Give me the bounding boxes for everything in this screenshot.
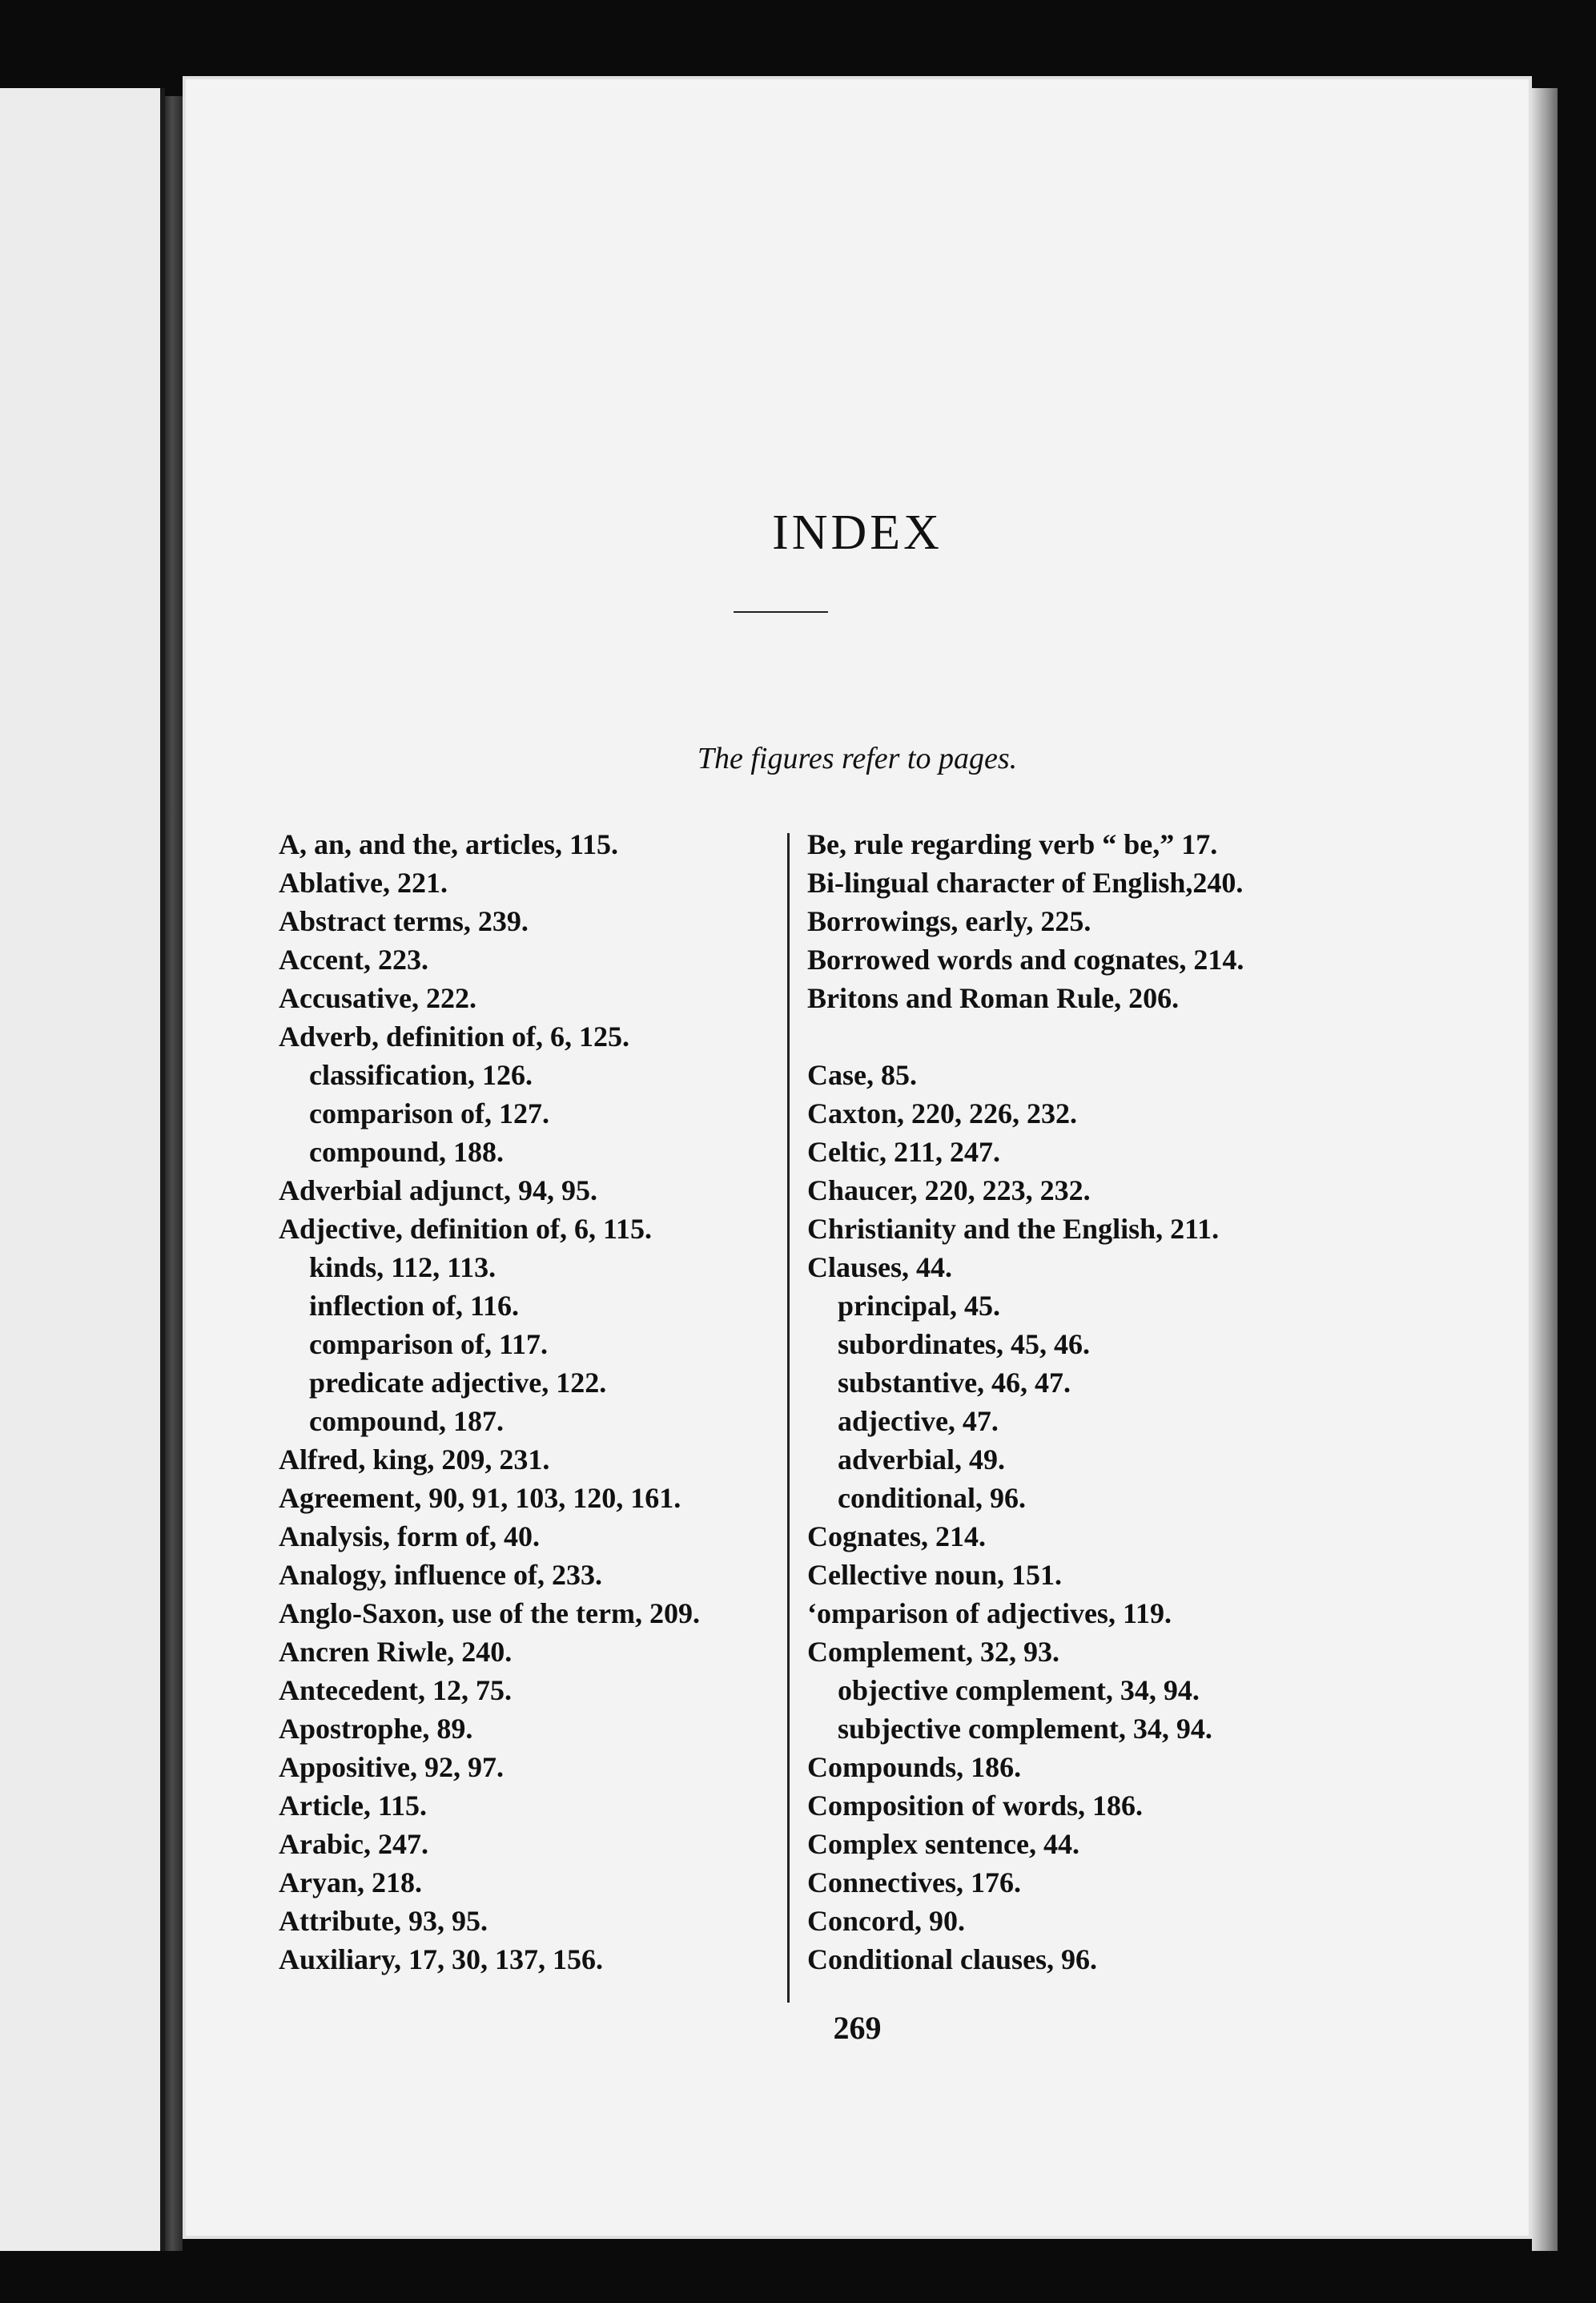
index-entry: Composition of words, 186. xyxy=(807,1790,1144,1822)
index-entry: Antecedent, 12, 75. xyxy=(279,1674,512,1706)
index-subentry: comparison of, 127. xyxy=(309,1097,549,1129)
index-entry: Ablative, 221. xyxy=(279,867,448,899)
index-entry: Accent, 223. xyxy=(279,944,428,976)
index-entry: Case, 85. xyxy=(807,1059,917,1091)
page-title: INDEX xyxy=(772,505,943,560)
index-gap xyxy=(807,1017,1464,1056)
index-entry: Cellective noun, 151. xyxy=(807,1559,1062,1591)
index-entry: Article, 115. xyxy=(279,1790,427,1822)
book-binding xyxy=(165,96,183,2251)
index-page xyxy=(183,76,1532,2239)
page-number: 269 xyxy=(833,2010,882,2046)
index-entry: Adjective, definition of, 6, 115. xyxy=(279,1213,652,1245)
index-entry: Christianity and the English, 211. xyxy=(807,1213,1220,1245)
index-subentry: objective complement, 34, 94. xyxy=(838,1674,1200,1706)
index-subentry: subjective complement, 34, 94. xyxy=(838,1713,1212,1745)
index-entry: Auxiliary, 17, 30, 137, 156. xyxy=(279,1943,604,1975)
index-entry: Borrowed words and cognates, 214. xyxy=(807,944,1244,976)
index-entry: Apostrophe, 89. xyxy=(279,1713,473,1745)
title-rule xyxy=(734,611,828,613)
facing-page-edge xyxy=(0,88,165,2251)
index-subentry: adjective, 47. xyxy=(838,1405,999,1437)
index-entry: Conditional clauses, 96. xyxy=(807,1943,1098,1975)
index-entry: Abstract terms, 239. xyxy=(279,905,529,937)
index-entry: Alfred, king, 209, 231. xyxy=(279,1443,550,1476)
index-entry: Adverbial adjunct, 94, 95. xyxy=(279,1174,598,1206)
index-entry: Caxton, 220, 226, 232. xyxy=(807,1097,1078,1129)
page-subtitle: The figures refer to pages. xyxy=(697,742,1018,775)
index-subentry: principal, 45. xyxy=(838,1290,1001,1322)
index-entry: Appositive, 92, 97. xyxy=(279,1751,505,1783)
index-entry: Anglo-Saxon, use of the term, 209. xyxy=(279,1597,700,1629)
index-subentry: predicate adjective, 122. xyxy=(309,1367,607,1399)
index-entry: Clauses, 44. xyxy=(807,1251,953,1283)
index-entry: Analogy, influence of, 233. xyxy=(279,1559,603,1591)
index-entry: A, an, and the, articles, 115. xyxy=(279,828,619,860)
index-entry: ‘omparison of adjectives, 119. xyxy=(807,1597,1172,1629)
index-entry: Britons and Roman Rule, 206. xyxy=(807,982,1180,1014)
index-subentry: kinds, 112, 113. xyxy=(309,1251,496,1283)
index-entry: Ancren Riwle, 240. xyxy=(279,1636,513,1668)
index-entry: Aryan, 218. xyxy=(279,1866,422,1898)
page-stack-edge xyxy=(1532,88,1558,2251)
index-entry: Bi-lingual character of English,240. xyxy=(807,867,1244,899)
index-subentry: substantive, 46, 47. xyxy=(838,1367,1071,1399)
index-entry: Adverb, definition of, 6, 125. xyxy=(279,1021,630,1053)
index-subentry: classification, 126. xyxy=(309,1059,533,1091)
column-divider xyxy=(787,833,790,2003)
index-subentry: compound, 188. xyxy=(309,1136,505,1168)
index-subentry: adverbial, 49. xyxy=(838,1443,1006,1476)
index-subentry: conditional, 96. xyxy=(838,1482,1027,1514)
index-entry: Analysis, form of, 40. xyxy=(279,1520,540,1552)
index-entry: Celtic, 211, 247. xyxy=(807,1136,1000,1168)
index-entry: Connectives, 176. xyxy=(807,1866,1021,1898)
index-entry: Borrowings, early, 225. xyxy=(807,905,1091,937)
index-entry: Complex sentence, 44. xyxy=(807,1828,1079,1860)
index-subentry: compound, 187. xyxy=(309,1405,505,1437)
index-column-right xyxy=(807,825,1464,1979)
index-entry: Concord, 90. xyxy=(807,1905,965,1937)
index-entry: Be, rule regarding verb “ be,” 17. xyxy=(807,828,1218,860)
index-subentry: inflection of, 116. xyxy=(309,1290,519,1322)
index-entry: Chaucer, 220, 223, 232. xyxy=(807,1174,1091,1206)
index-entry: Cognates, 214. xyxy=(807,1520,986,1552)
index-entry: Complement, 32, 93. xyxy=(807,1636,1059,1668)
index-entry: Agreement, 90, 91, 103, 120, 161. xyxy=(279,1482,681,1514)
index-entry: Attribute, 93, 95. xyxy=(279,1905,488,1937)
index-subentry: subordinates, 45, 46. xyxy=(838,1328,1091,1360)
index-subentry: comparison of, 117. xyxy=(309,1328,549,1360)
index-entry: Compounds, 186. xyxy=(807,1751,1022,1783)
index-entry: Arabic, 247. xyxy=(279,1828,428,1860)
index-entry: Accusative, 222. xyxy=(279,982,476,1014)
